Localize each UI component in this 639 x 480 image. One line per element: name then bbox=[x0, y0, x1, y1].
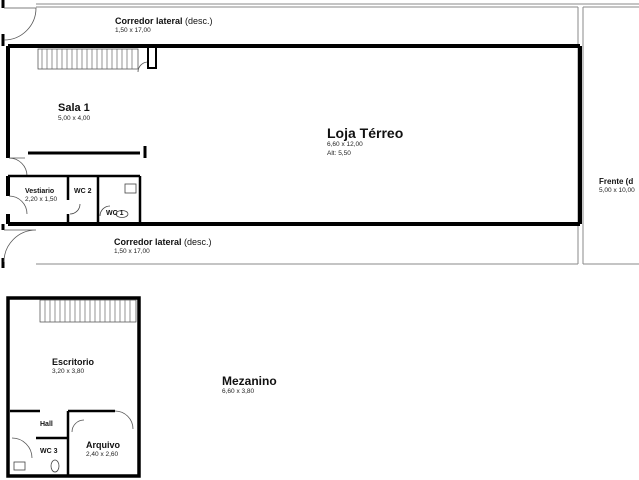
room-label-loja bbox=[327, 126, 403, 157]
room-label-hall: Hall bbox=[40, 421, 53, 428]
room-dims: 1,50 x 17,00 bbox=[114, 248, 150, 255]
room-label-wc3: WC 3 bbox=[40, 448, 58, 455]
room-label-vestiario bbox=[25, 188, 57, 204]
room-height: Alt: 5,50 bbox=[327, 149, 351, 157]
sala1-walls bbox=[28, 146, 145, 158]
room-dims: 3,20 x 3,80 bbox=[52, 368, 85, 375]
room-name: Sala 1 bbox=[58, 102, 90, 114]
room-name: Arquivo bbox=[86, 440, 121, 450]
room-dims: 6,60 x 3,80 bbox=[222, 388, 255, 395]
room-label-wc1: WC 1 bbox=[106, 210, 124, 217]
room-label-frente bbox=[599, 178, 635, 195]
room-name: Vestiario bbox=[25, 188, 55, 195]
room-label-escritorio bbox=[52, 358, 94, 376]
room-dims: 2,20 x 1,50 bbox=[25, 196, 58, 203]
room-label-arquivo bbox=[86, 441, 120, 459]
room-dims: 6,60 x 12,00 bbox=[327, 141, 363, 148]
room-name: Mezanino bbox=[222, 374, 277, 388]
room-name: Loja Térreo bbox=[327, 125, 404, 141]
mezanino-fixtures bbox=[14, 460, 59, 472]
room-name: Escritorio bbox=[52, 357, 95, 367]
room-name: Corredor lateral bbox=[115, 16, 183, 26]
room-dims: 2,40 x 2,60 bbox=[86, 451, 119, 458]
room-label-wc2: WC 2 bbox=[74, 188, 92, 195]
room-dims: 1,50 x 17,00 bbox=[115, 27, 151, 34]
staircase-ground bbox=[38, 49, 138, 69]
room-dims: 5,00 x 10,00 bbox=[599, 187, 635, 194]
loja-walls bbox=[8, 46, 580, 224]
staircase-mezanino bbox=[40, 300, 136, 322]
room-name: Frente (d bbox=[599, 177, 634, 186]
room-label-corredor-bottom bbox=[114, 238, 212, 256]
room-name: Corredor lateral bbox=[114, 237, 182, 247]
room-note: (desc.) bbox=[184, 237, 212, 247]
room-dims: 5,00 x 4,00 bbox=[58, 115, 91, 122]
room-note: (desc.) bbox=[185, 16, 213, 26]
room-label-corredor-top bbox=[115, 17, 213, 35]
room-label-mezanino bbox=[222, 375, 277, 396]
room-label-sala1 bbox=[58, 103, 90, 123]
staircase-post bbox=[148, 46, 156, 68]
